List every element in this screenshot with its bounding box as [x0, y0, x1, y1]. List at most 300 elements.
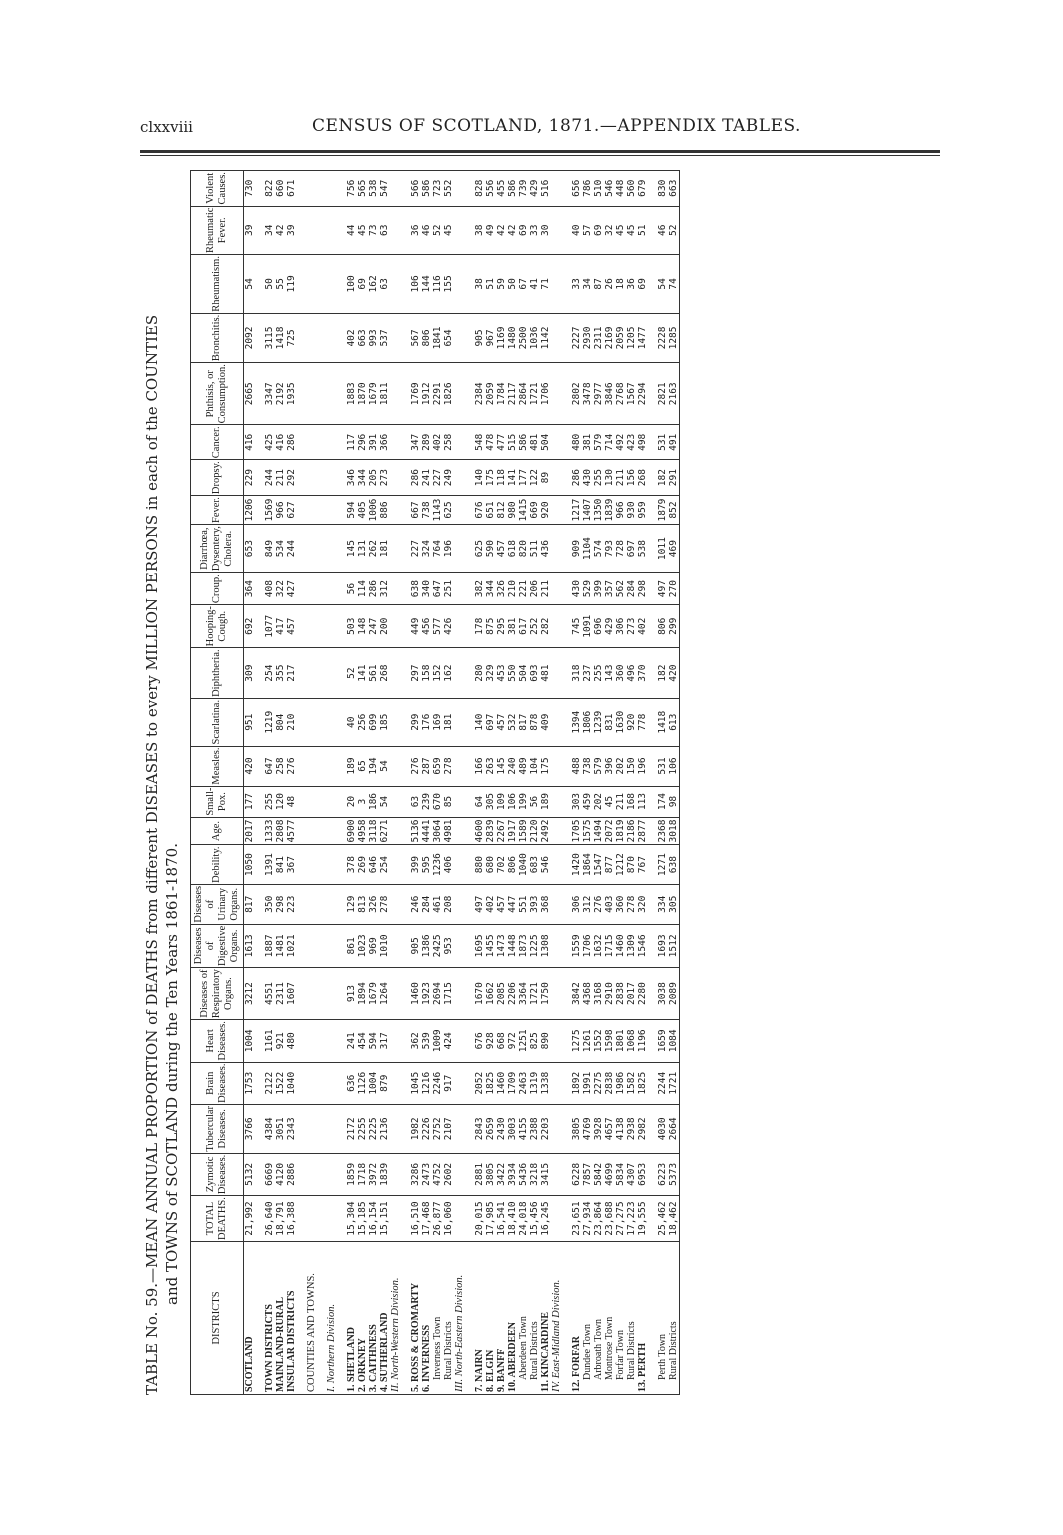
- value-cell: 276: [593, 884, 604, 924]
- spacer-cell: [401, 817, 410, 845]
- spacer-cell: [648, 698, 657, 746]
- value-cell: 252: [529, 605, 540, 648]
- value-cell: 4752: [432, 1153, 443, 1195]
- table-row: [615, 171, 626, 1395]
- value-cell: 346: [346, 460, 357, 496]
- value-cell: 430: [571, 573, 582, 605]
- value-cell: 2425: [432, 924, 443, 967]
- value-cell: [454, 817, 465, 845]
- value-cell: 45: [443, 206, 454, 255]
- value-cell: 1662: [485, 968, 496, 1020]
- value-cell: 334: [657, 884, 668, 924]
- value-cell: 3051: [275, 1104, 286, 1153]
- spacer-cell: [337, 425, 346, 460]
- value-cell: [326, 313, 337, 362]
- value-cell: 2752: [432, 1104, 443, 1153]
- district-name: 2. ORKNEY: [357, 1242, 368, 1395]
- value-cell: 2602: [443, 1153, 454, 1195]
- value-cell: 156: [626, 460, 637, 496]
- value-cell: [390, 496, 401, 525]
- value-cell: 211: [615, 460, 626, 496]
- value-cell: 3478: [582, 363, 593, 425]
- value-cell: 2163: [668, 363, 680, 425]
- column-header: Croup.: [191, 573, 244, 605]
- value-cell: 1982: [410, 1104, 421, 1153]
- value-cell: 296: [357, 425, 368, 460]
- value-cell: [551, 206, 562, 255]
- value-cell: 739: [518, 171, 529, 207]
- value-cell: 2982: [637, 1104, 648, 1153]
- value-cell: [306, 206, 317, 255]
- spacer-cell: [648, 845, 657, 884]
- value-cell: [551, 817, 562, 845]
- value-cell: 1721: [529, 363, 540, 425]
- value-cell: [390, 746, 401, 786]
- value-cell: [454, 460, 465, 496]
- value-cell: 730: [244, 171, 256, 207]
- value-cell: 1285: [668, 313, 680, 362]
- value-cell: 427: [286, 573, 297, 605]
- spacer-cell: [317, 496, 326, 525]
- value-cell: 7857: [582, 1153, 593, 1195]
- value-cell: 278: [379, 884, 390, 924]
- value-cell: 1394: [571, 698, 582, 746]
- spacer-cell: [465, 924, 474, 967]
- value-cell: 46: [657, 206, 668, 255]
- value-cell: 33: [529, 206, 540, 255]
- value-cell: 663: [357, 313, 368, 362]
- value-cell: [326, 496, 337, 525]
- spacer-cell: [337, 573, 346, 605]
- value-cell: 364: [244, 573, 256, 605]
- value-cell: 420: [244, 746, 256, 786]
- value-cell: 436: [540, 525, 551, 573]
- value-cell: 1883: [346, 363, 357, 425]
- value-cell: 1630: [615, 698, 626, 746]
- spacer-cell: [255, 573, 264, 605]
- column-header: Diseases of Digestive Organs.: [191, 924, 244, 967]
- value-cell: 680: [485, 845, 496, 884]
- spacer-cell: [648, 425, 657, 460]
- value-cell: 254: [264, 648, 275, 699]
- spacer-cell: [255, 171, 264, 207]
- value-cell: 481: [529, 425, 540, 460]
- value-cell: 196: [637, 746, 648, 786]
- value-cell: 1991: [582, 1062, 593, 1104]
- spacer-cell: [337, 884, 346, 924]
- value-cell: 2500: [518, 313, 529, 362]
- value-cell: 831: [604, 698, 615, 746]
- value-cell: 205: [368, 460, 379, 496]
- spacer-cell: [562, 171, 571, 207]
- value-cell: 32: [604, 206, 615, 255]
- value-cell: 117: [346, 425, 357, 460]
- value-cell: 211: [275, 460, 286, 496]
- value-cell: 74: [668, 255, 680, 314]
- value-cell: 269: [357, 845, 368, 884]
- value-cell: 1104: [582, 525, 593, 573]
- value-cell: 478: [485, 425, 496, 460]
- spacer-cell: [297, 605, 306, 648]
- value-cell: 199: [518, 786, 529, 817]
- value-cell: 1338: [540, 1062, 551, 1104]
- value-cell: 202: [593, 786, 604, 817]
- spacer-row: [401, 171, 410, 1395]
- spacer-cell: [562, 746, 571, 786]
- value-cell: 42: [507, 206, 518, 255]
- value-cell: 71: [540, 255, 551, 314]
- value-cell: 114: [357, 573, 368, 605]
- value-cell: [306, 1020, 317, 1062]
- value-cell: 196: [443, 525, 454, 573]
- spacer-cell: [648, 255, 657, 314]
- value-cell: [326, 363, 337, 425]
- value-cell: 3805: [485, 1153, 496, 1195]
- value-cell: 38: [474, 206, 485, 255]
- value-cell: 2092: [244, 313, 256, 362]
- value-cell: [306, 525, 317, 573]
- district-name: Forfar Town: [615, 1242, 626, 1395]
- spacer-cell: [337, 363, 346, 425]
- district-name: MAINLAND-RURAL: [275, 1242, 286, 1395]
- value-cell: 951: [244, 698, 256, 746]
- value-cell: 511: [529, 525, 540, 573]
- value-cell: 2768: [615, 363, 626, 425]
- value-cell: 1806: [582, 698, 593, 746]
- value-cell: 181: [443, 698, 454, 746]
- value-cell: 1841: [432, 313, 443, 362]
- value-cell: 861: [346, 924, 357, 967]
- value-cell: 2244: [657, 1062, 668, 1104]
- value-cell: [390, 255, 401, 314]
- value-cell: 391: [368, 425, 379, 460]
- value-cell: 16,388: [286, 1196, 297, 1242]
- value-cell: 2227: [571, 313, 582, 362]
- value-cell: 1460: [615, 924, 626, 967]
- value-cell: 1219: [264, 698, 275, 746]
- value-cell: 326: [496, 573, 507, 605]
- value-cell: 6669: [264, 1153, 275, 1195]
- value-cell: [551, 884, 562, 924]
- value-cell: 1143: [432, 496, 443, 525]
- value-cell: 778: [637, 698, 648, 746]
- value-cell: 1598: [604, 1020, 615, 1062]
- value-cell: 399: [593, 573, 604, 605]
- spacer-cell: [255, 206, 264, 255]
- value-cell: 2059: [615, 313, 626, 362]
- value-cell: 3842: [571, 968, 582, 1020]
- spacer-cell: [465, 845, 474, 884]
- value-cell: 1887: [264, 924, 275, 967]
- value-cell: 210: [286, 698, 297, 746]
- value-cell: 1418: [657, 698, 668, 746]
- spacer-cell: [297, 1196, 306, 1242]
- value-cell: 54: [657, 255, 668, 314]
- spacer-cell: [465, 1104, 474, 1153]
- value-cell: 4577: [286, 817, 297, 845]
- spacer-cell: [297, 786, 306, 817]
- spacer-cell: [562, 786, 571, 817]
- table-row: [507, 171, 518, 1395]
- spacer-cell: [337, 1062, 346, 1104]
- spacer-cell: [401, 255, 410, 314]
- spacer-cell: [401, 924, 410, 967]
- value-cell: 1522: [275, 1062, 286, 1104]
- value-cell: 237: [582, 648, 593, 699]
- value-cell: 403: [604, 884, 615, 924]
- spacer-cell: [562, 425, 571, 460]
- spacer-cell: [562, 573, 571, 605]
- spacer-cell: [297, 1020, 306, 1062]
- value-cell: 27,275: [615, 1196, 626, 1242]
- value-cell: 2838: [615, 968, 626, 1020]
- value-cell: 129: [346, 884, 357, 924]
- value-cell: [454, 255, 465, 314]
- table-row: [551, 171, 562, 1395]
- value-cell: [326, 1196, 337, 1242]
- district-name: Aberdeen Town: [518, 1242, 529, 1395]
- value-cell: [326, 786, 337, 817]
- value-cell: 510: [593, 171, 604, 207]
- spacer-cell: [297, 924, 306, 967]
- column-header: Heart Diseases.: [191, 1020, 244, 1062]
- value-cell: 2664: [668, 1104, 680, 1153]
- spacer-cell: [255, 525, 264, 573]
- value-cell: 317: [379, 1020, 390, 1062]
- value-cell: 402: [346, 313, 357, 362]
- value-cell: 697: [626, 525, 637, 573]
- district-name: 6. INVERNESS: [421, 1242, 432, 1395]
- value-cell: 3415: [540, 1153, 551, 1195]
- spacer-cell: [297, 884, 306, 924]
- value-cell: 322: [275, 573, 286, 605]
- value-cell: 2910: [604, 968, 615, 1020]
- value-cell: 50: [264, 255, 275, 314]
- spacer-row: [648, 171, 657, 1395]
- value-cell: 966: [275, 496, 286, 525]
- value-cell: 1986: [615, 1062, 626, 1104]
- value-cell: [390, 1196, 401, 1242]
- spacer-cell: [465, 746, 474, 786]
- value-cell: 104: [529, 746, 540, 786]
- table-row: [474, 171, 485, 1395]
- spacer-cell: [648, 1062, 657, 1104]
- value-cell: 1009: [432, 1020, 443, 1062]
- value-cell: 1225: [529, 924, 540, 967]
- spacer-cell: [255, 363, 264, 425]
- value-cell: 668: [496, 1020, 507, 1062]
- value-cell: 2169: [604, 313, 615, 362]
- value-cell: 55: [275, 255, 286, 314]
- value-cell: 531: [657, 425, 668, 460]
- value-cell: 150: [626, 746, 637, 786]
- value-cell: 671: [286, 171, 297, 207]
- value-cell: 1589: [518, 817, 529, 845]
- value-cell: 46: [421, 206, 432, 255]
- value-cell: 654: [443, 313, 454, 362]
- district-name: Rural Districts: [529, 1242, 540, 1395]
- value-cell: 2089: [668, 968, 680, 1020]
- value-cell: 625: [443, 496, 454, 525]
- value-cell: 56: [529, 786, 540, 817]
- value-cell: 1750: [540, 968, 551, 1020]
- spacer-cell: [465, 496, 474, 525]
- value-cell: 63: [379, 206, 390, 255]
- district-name: 12. FORFAR: [571, 1242, 582, 1395]
- value-cell: 42: [275, 206, 286, 255]
- column-header: TOTAL DEATHS.: [191, 1196, 244, 1242]
- value-cell: 913: [346, 968, 357, 1020]
- value-cell: 116: [432, 255, 443, 314]
- value-cell: 546: [604, 171, 615, 207]
- value-cell: 516: [540, 171, 551, 207]
- value-cell: 590: [485, 525, 496, 573]
- spacer-cell: [401, 206, 410, 255]
- value-cell: 3: [357, 786, 368, 817]
- value-cell: [306, 1153, 317, 1195]
- value-cell: 4600: [474, 817, 485, 845]
- value-cell: 538: [368, 171, 379, 207]
- page-header: [140, 112, 983, 142]
- spacer-cell: [401, 460, 410, 496]
- value-cell: 2275: [593, 1062, 604, 1104]
- value-cell: 69: [518, 206, 529, 255]
- value-cell: 967: [485, 313, 496, 362]
- spacer-cell: [297, 525, 306, 573]
- value-cell: 1870: [357, 363, 368, 425]
- value-cell: 852: [668, 496, 680, 525]
- spacer-cell: [562, 1196, 571, 1242]
- value-cell: 676: [474, 496, 485, 525]
- value-cell: 663: [668, 171, 680, 207]
- spacer-cell: [317, 698, 326, 746]
- spacer-cell: [648, 746, 657, 786]
- value-cell: 1045: [410, 1062, 421, 1104]
- district-name: III. North-Eastern Division.: [454, 1242, 465, 1395]
- value-cell: [551, 924, 562, 967]
- value-cell: 426: [443, 605, 454, 648]
- value-cell: 449: [410, 605, 421, 648]
- value-cell: 131: [357, 525, 368, 573]
- spacer-cell: [255, 746, 264, 786]
- value-cell: 1715: [604, 924, 615, 967]
- value-cell: 3038: [657, 968, 668, 1020]
- value-cell: 318: [571, 648, 582, 699]
- value-cell: 38: [474, 255, 485, 314]
- value-cell: 959: [637, 496, 648, 525]
- value-cell: 2206: [507, 968, 518, 1020]
- value-cell: 3003: [507, 1104, 518, 1153]
- value-cell: 1460: [496, 1062, 507, 1104]
- value-cell: [454, 573, 465, 605]
- value-cell: 1859: [346, 1153, 357, 1195]
- value-cell: 1084: [668, 1020, 680, 1062]
- value-cell: 340: [421, 573, 432, 605]
- value-cell: 1068: [626, 1020, 637, 1062]
- district-name: COUNTIES AND TOWNS.: [306, 1242, 317, 1395]
- value-cell: 692: [244, 605, 256, 648]
- value-cell: 1613: [244, 924, 256, 967]
- value-cell: 1659: [657, 1020, 668, 1062]
- value-cell: 255: [593, 460, 604, 496]
- value-cell: [326, 968, 337, 1020]
- spacer-cell: [401, 525, 410, 573]
- value-cell: 240: [507, 746, 518, 786]
- value-cell: [390, 1104, 401, 1153]
- value-cell: 4138: [615, 1104, 626, 1153]
- spacer-cell: [562, 845, 571, 884]
- value-cell: 2877: [637, 817, 648, 845]
- spacer-cell: [255, 648, 264, 699]
- value-cell: 430: [582, 460, 593, 496]
- value-cell: [551, 425, 562, 460]
- spacer-cell: [255, 496, 264, 525]
- district-name: 3. CAITHNESS: [368, 1242, 379, 1395]
- value-cell: [551, 313, 562, 362]
- value-cell: [390, 313, 401, 362]
- value-cell: [454, 363, 465, 425]
- value-cell: 140: [474, 460, 485, 496]
- spacer-cell: [337, 968, 346, 1020]
- rotated-table-area: [142, 170, 942, 1395]
- value-cell: 565: [357, 171, 368, 207]
- value-cell: 1569: [264, 496, 275, 525]
- value-cell: [390, 786, 401, 817]
- value-cell: 200: [379, 605, 390, 648]
- value-cell: 2017: [244, 817, 256, 845]
- value-cell: 537: [379, 313, 390, 362]
- value-cell: 69: [593, 206, 604, 255]
- spacer-cell: [465, 698, 474, 746]
- value-cell: 699: [368, 698, 379, 746]
- value-cell: 16,245: [540, 1196, 551, 1242]
- district-name: TOWN DISTRICTS: [264, 1242, 275, 1395]
- value-cell: 1239: [593, 698, 604, 746]
- value-cell: 1715: [443, 968, 454, 1020]
- value-cell: [551, 496, 562, 525]
- spacer-cell: [317, 648, 326, 699]
- value-cell: 360: [615, 884, 626, 924]
- spacer-cell: [562, 924, 571, 967]
- value-cell: 651: [485, 496, 496, 525]
- value-cell: 1473: [496, 924, 507, 967]
- value-cell: 1206: [244, 496, 256, 525]
- value-cell: [326, 605, 337, 648]
- value-cell: 646: [368, 845, 379, 884]
- spacer-cell: [337, 648, 346, 699]
- district-name: 10. ABERDEEN: [507, 1242, 518, 1395]
- spacer-cell: [465, 605, 474, 648]
- value-cell: 972: [507, 1020, 518, 1062]
- value-cell: 2843: [474, 1104, 485, 1153]
- value-cell: 298: [275, 884, 286, 924]
- value-cell: [454, 924, 465, 967]
- column-header: Rheumatic Fever.: [191, 206, 244, 255]
- value-cell: 1011: [657, 525, 668, 573]
- value-cell: 120: [275, 786, 286, 817]
- value-cell: 2311: [593, 313, 604, 362]
- value-cell: 2059: [485, 363, 496, 425]
- value-cell: 822: [264, 171, 275, 207]
- value-cell: 2228: [657, 313, 668, 362]
- value-cell: [551, 845, 562, 884]
- table-row: [326, 171, 337, 1395]
- district-name: Dundee Town: [582, 1242, 593, 1395]
- value-cell: 653: [244, 525, 256, 573]
- value-cell: 223: [286, 884, 297, 924]
- value-cell: 534: [275, 525, 286, 573]
- value-cell: 370: [637, 648, 648, 699]
